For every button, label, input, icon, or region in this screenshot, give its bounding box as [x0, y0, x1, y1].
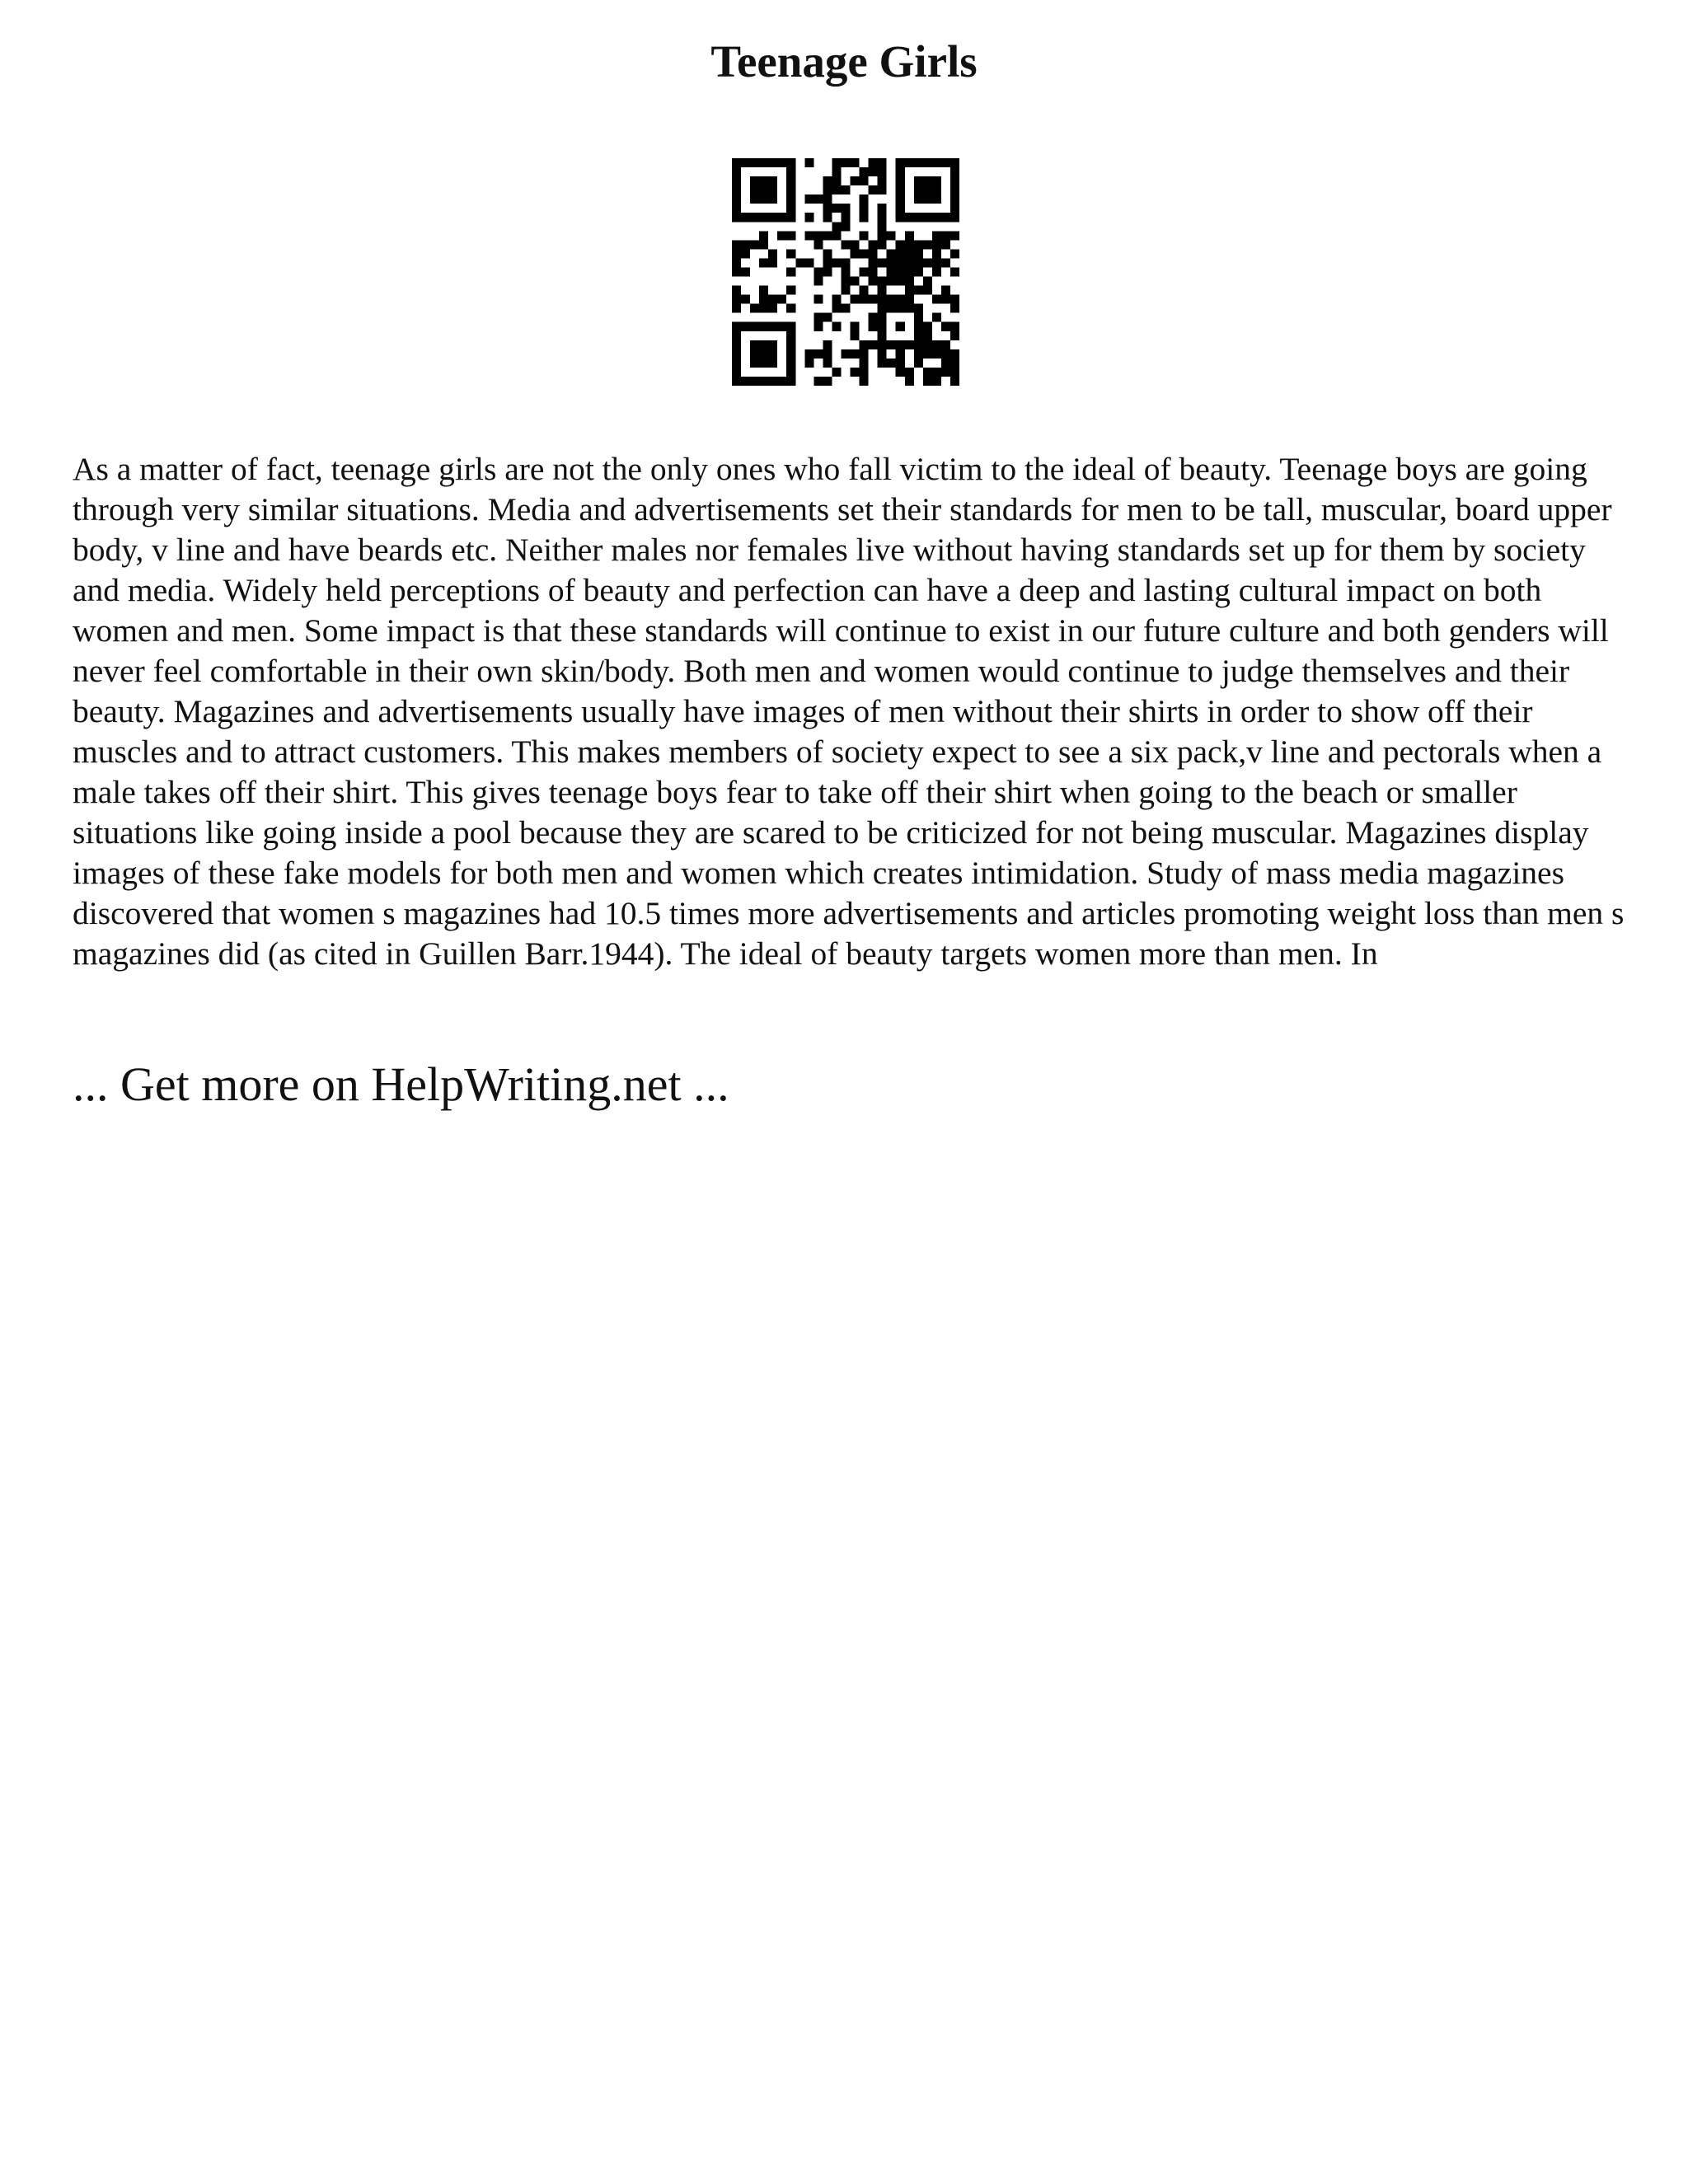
get-more-link[interactable]: ... Get more on HelpWriting.net ... [73, 1057, 729, 1111]
qr-code-icon[interactable] [732, 158, 959, 386]
body-paragraph: As a matter of fact, teenage girls are not the only ones who fall victim to the ideal of beauty. Teenage boys are going through very similar situations. Media and advertisements set their standards for men to be tall, muscular, board upper body, v line and have beards etc. Neither males nor females live without having standards set up for them by society and media. Widely held perceptions of beauty and perfection can have a deep and lasting cultural impact on both women and men. Some impact is that these standards will continue to exist in our future culture and both genders will never feel comfortable in their own skin/body. Both men and women would continue to judge themselves and their beauty. Magazines and advertisements usually have images of men without their shirts in order to show off their muscles and to attract customers. This makes members of society expect to see a six pack,v line and pectorals when a male takes off their shirt. This gives teenage boys fear to take off their shirt when going to the beach or smaller situations like going inside a pool because they are scared to be criticized for not being muscular. Magazines display images of these fake models for both men and women which creates intimidation. Study of mass media magazines discovered that women s magazines had 10.5 times more advertisements and articles promoting weight loss than men s magazines did (as cited in Guillen Barr.1944). The ideal of beauty targets women more than men. In [73, 451, 1625, 972]
page-title: Teenage Girls [710, 36, 978, 87]
